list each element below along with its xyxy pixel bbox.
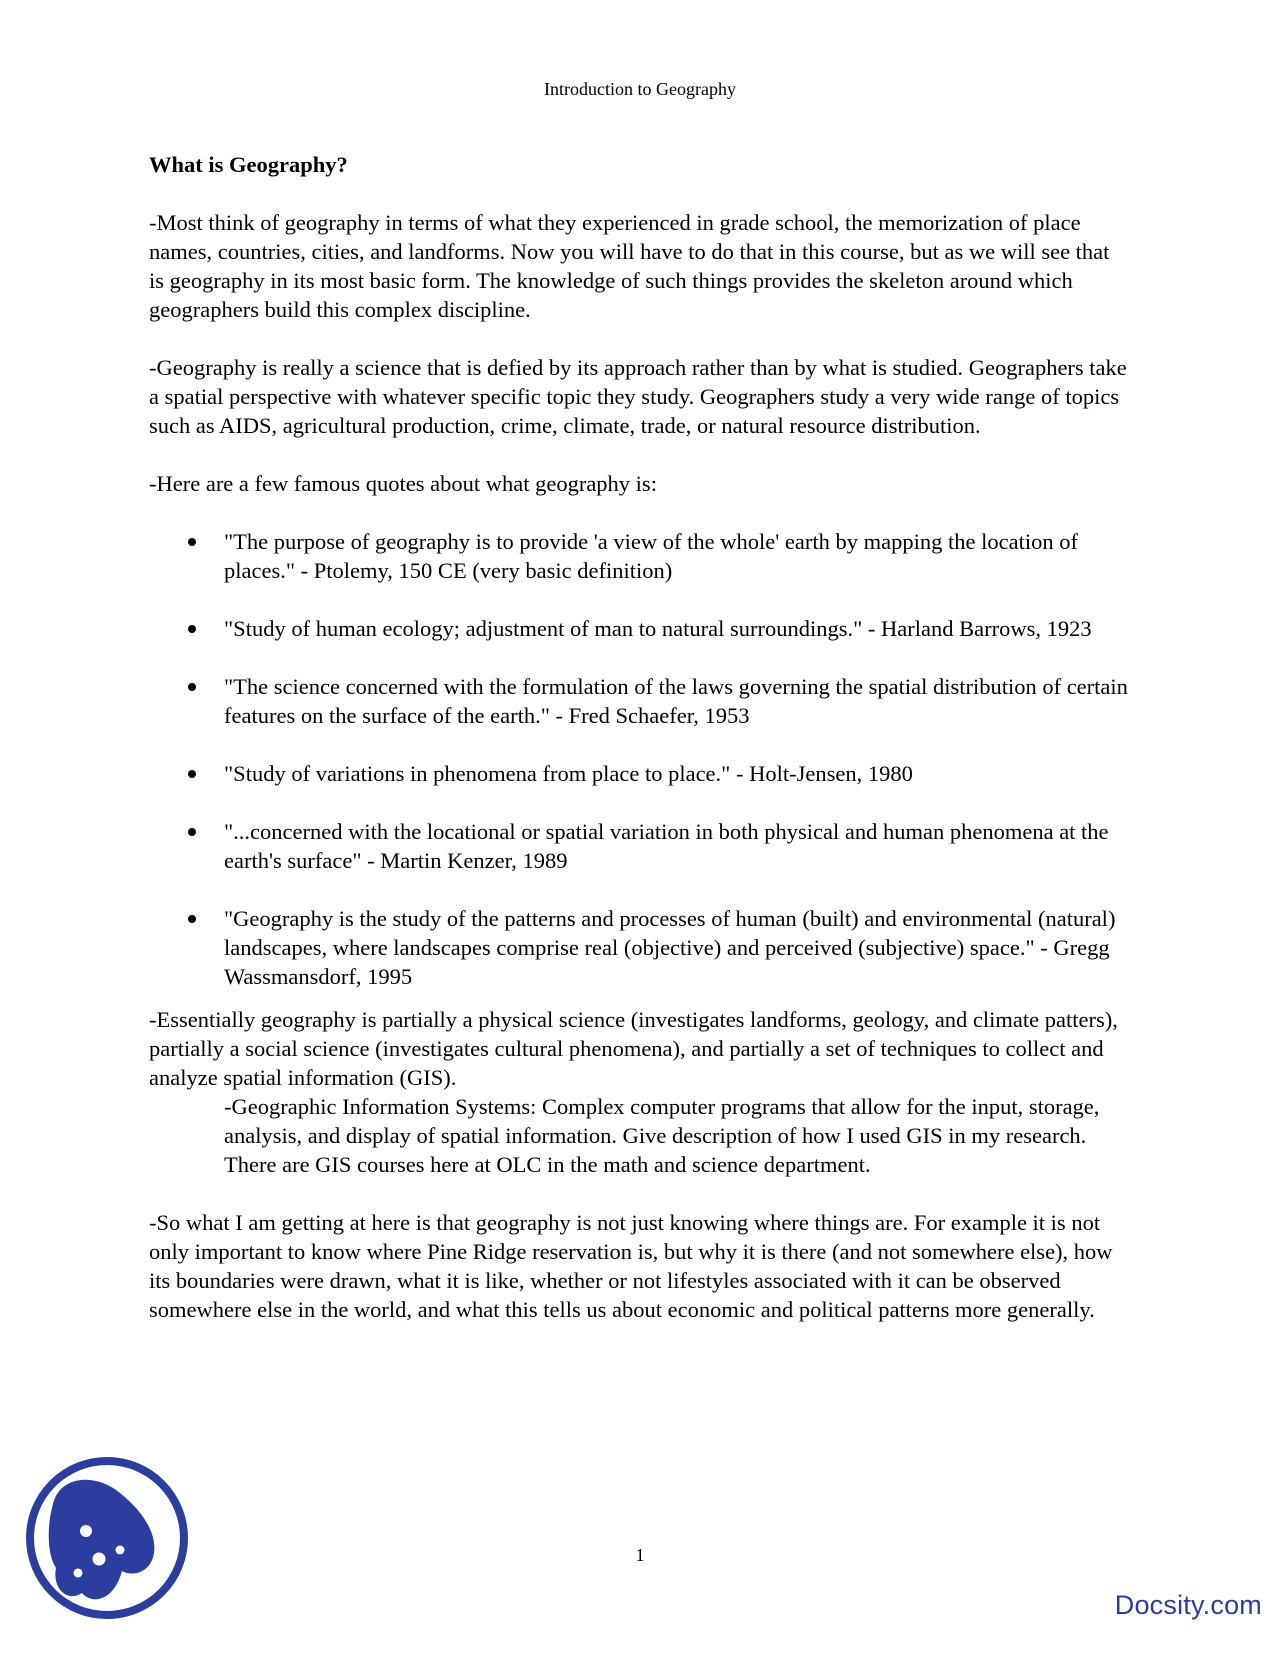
paragraph-quotes-intro: -Here are a few famous quotes about what geography is: (149, 471, 657, 496)
docsity-watermark[interactable]: Docsity.com (1114, 1590, 1262, 1620)
quote-text: "The science concerned with the formulation of the laws governing the spatial distribution of certain features on the surface of the earth." - Fred Schaefer, 1953 (224, 674, 1128, 728)
list-item (149, 904, 1129, 991)
bullet-icon (188, 683, 196, 691)
bullet-icon (188, 538, 196, 546)
bullet-icon (188, 625, 196, 633)
quote-text: "Geography is the study of the patterns and processes of human (built) and environmental (natural) landscapes, where landscapes comprise real (objective) and perceived (subjective) space." - Gregg Wassmansdorf, 1995 (224, 906, 1116, 989)
bullet-icon (188, 770, 196, 778)
section-title: What is Geography? (149, 152, 348, 177)
paragraph-gis: -Geographic Information Systems: Complex computer programs that allow for the input, storage, analysis, and display of spatial information. Give description of how I used GIS in my research. There are GIS courses here at OLC in the math and science department. (224, 1094, 1100, 1177)
list-item (149, 759, 1129, 788)
list-item (149, 672, 1129, 730)
list-item (149, 527, 1129, 585)
page-number: 1 (635, 1545, 645, 1565)
quote-text: "The purpose of geography is to provide 'a view of the whole' earth by mapping the location of places." - Ptolemy, 150 CE (very basic definition) (224, 529, 1078, 583)
quote-text: "Study of human ecology; adjustment of man to natural surroundings." - Harland Barrows, 1923 (224, 616, 1092, 641)
list-item (149, 614, 1129, 643)
document-body (149, 150, 1129, 1353)
docsity-logo-icon (22, 1453, 192, 1623)
paragraph-conclusion: -So what I am getting at here is that geography is not just knowing where things are. For example it is not only important to know where Pine Ridge reservation is, but why it is there (and not somewhere else), how its boundaries were drawn, what it is like, whether or not lifestyles associated with it can be observed somewhere else in the world, and what this tells us about economic and political patterns more generally. (149, 1210, 1113, 1322)
paragraph-essentially: -Essentially geography is partially a physical science (investigates landforms, geology, and climate patters), partially a social science (investigates cultural phenomena), and partially a set of techniques to collect and analyze spatial information (GIS). (149, 1007, 1118, 1090)
page-header: Introduction to Geography (544, 79, 736, 99)
quote-list (149, 527, 1129, 991)
quote-text: "Study of variations in phenomena from place to place." - Holt-Jensen, 1980 (224, 761, 913, 786)
quote-text: "...concerned with the locational or spatial variation in both physical and human phenomena at the earth's surface" - Martin Kenzer, 1989 (224, 819, 1109, 873)
paragraph-science: -Geography is really a science that is defied by its approach rather than by what is studied. Geographers take a spatial perspective with whatever specific topic they study. Geographers study a very wide range of topics such as AIDS, agricultural production, crime, climate, trade, or natural resource distribution. (149, 355, 1127, 438)
list-item (149, 817, 1129, 875)
bullet-icon (188, 915, 196, 923)
bullet-icon (188, 828, 196, 836)
paragraph-intro: -Most think of geography in terms of what they experienced in grade school, the memorization of place names, countries, cities, and landforms. Now you will have to do that in this course, but as we will see that is geography in its most basic form. The knowledge of such things provides the skeleton around which geographers build this complex discipline. (149, 210, 1110, 322)
